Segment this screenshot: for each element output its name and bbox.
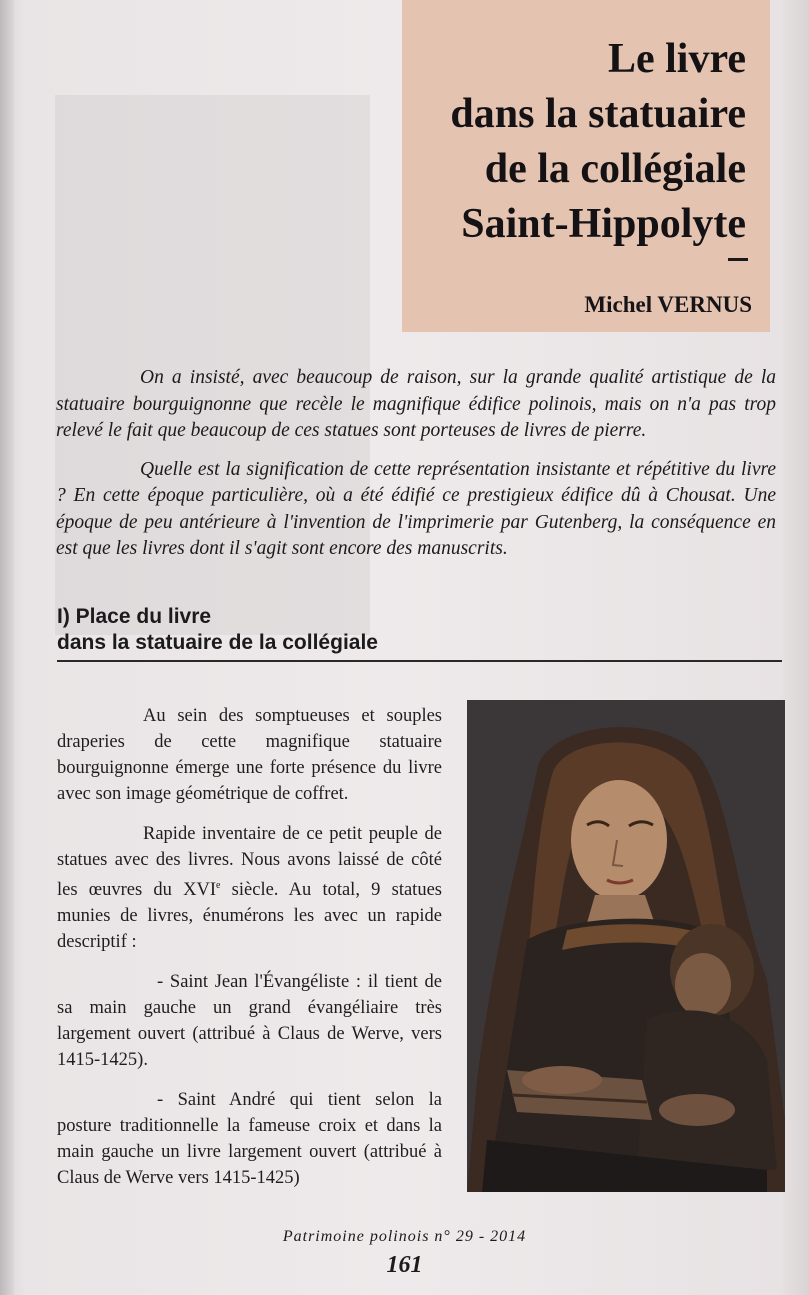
statue-illustration [467,700,785,1192]
title-line: de la collégiale [484,146,746,192]
body-text-part: Rapide inventaire de ce petit peuple de statues avec des livres. Nous avons laissé de côté les œuvres du XVI [57,824,442,901]
page-number: 161 [386,1252,423,1278]
section-heading-line: I) Place du livre [57,605,212,628]
author-name: Michel VERNUS [584,292,752,317]
title-line: dans la statuaire [450,91,746,137]
intro-text [56,365,776,575]
journal-footer: Patrimoine polinois n° 29 - 2014 [282,1228,527,1245]
article-title [450,32,746,252]
statue-list-item: - Saint Jean l'Évangéliste : il tient de sa main gauche un grand évangéliaire très largement ouvert (attribué à Claus de Werve, vers 1415-1425). [57,972,442,1071]
title-box [402,0,770,332]
title-line: Le livre [607,36,746,82]
section-heading [57,604,782,656]
body-text [57,703,442,1205]
statue-list-item: - Saint André qui tient selon la posture traditionnelle la fameuse croix et dans la main gauche un livre largement ouvert (attribué à Claus de Werve vers 1415-1425) [57,1090,442,1189]
intro-paragraph: Quelle est la signification de cette représentation insistante et répétitive du livre ? En cette époque particulière, où a été édifié ce prestigieux édifice dû à Chousat. Une époque de peu antérieure à l'invention de l'imprimerie par Gutenberg, la conséquence en est que les livres dont il s'agit sont encore des manuscrits. [56,458,776,559]
body-text-part: siècle. Au total, 9 statues munies de livres, énumérons les avec un rapide descriptif : [57,880,442,953]
section-rule [57,660,782,662]
intro-paragraph: On a insisté, avec beaucoup de raison, sur la grande qualité artistique de la statuaire bourguignonne que recèle le magnifique édifice polinois, mais on n'a pas trop relevé le fait que beaucoup de ces statues sont porteuses de livres de pierre. [56,367,776,441]
title-dash [728,258,748,261]
page-binding-edge [0,0,14,1295]
virgin-and-child-statue-photo [467,700,785,1192]
superscript: e [216,880,221,891]
title-line: Saint-Hippolyte [461,201,746,247]
body-paragraph [57,821,442,955]
section-heading-line: dans la statuaire de la collégiale [57,631,378,654]
body-paragraph: Au sein des somptueuses et souples draperies de cette magnifique statuaire bourguignonne émerge une forte présence du livre avec son image géométrique de coffret. [57,706,442,804]
